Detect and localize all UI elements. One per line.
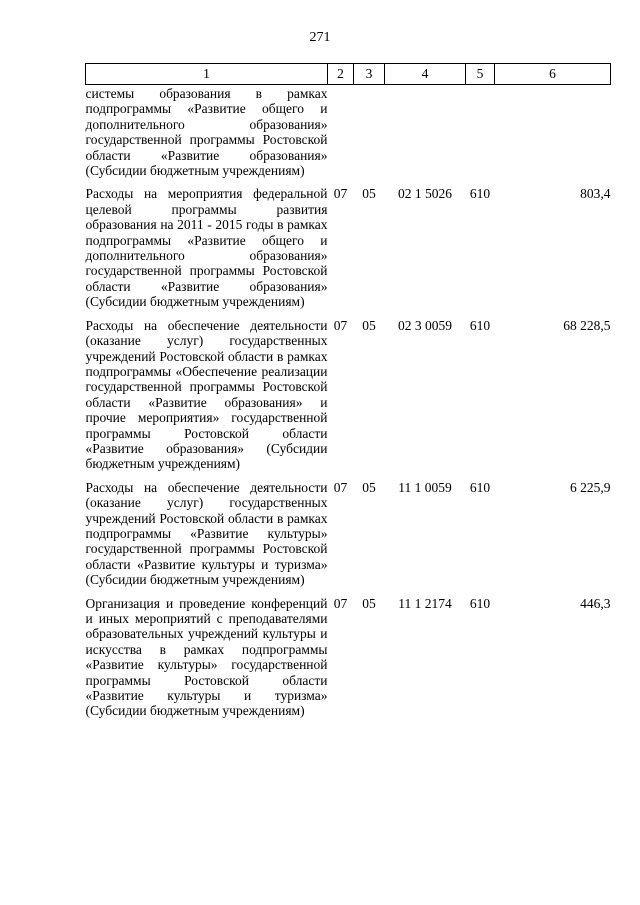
row-target-code: 02 3 0059 [398, 317, 452, 333]
row-section: 07 [333, 186, 348, 202]
row-description: Организация и проведение конференций и иных мероприятий с преподавателями образовательных учреждений культуры и искусства в рамках подпрограммы «Развитие культуры» государственной программы Ростовской области «Развитие культуры и туризма» (Субсидии бюджетным учреждениям) [85, 595, 328, 719]
table-row [86, 318, 611, 480]
row-amount: 68 228,5 [563, 317, 611, 333]
table-row [86, 186, 611, 317]
row-expense-type: 610 [469, 595, 491, 611]
row-description: Расходы на обеспечение деятельности (оказание услуг) государственных учреждений Ростовской области в рамках подпрограммы «Развитие культуры» государственной программы Ростовской области «Развитие культуры и туризма» (Субсидии бюджетным учреждениям) [85, 479, 328, 588]
row-subsection: 05 [362, 595, 376, 611]
table-header-row [86, 64, 611, 85]
row-target-code: 02 1 5026 [398, 186, 452, 202]
row-expense-type: 610 [469, 317, 491, 333]
header-col-2: 2 [328, 64, 354, 85]
page-number: 271 [309, 30, 331, 45]
row-target-code: 11 1 2174 [398, 595, 452, 611]
table-row [86, 85, 611, 187]
table-row [86, 480, 611, 596]
row-subsection: 05 [362, 186, 376, 202]
header-col-6: 6 [495, 64, 611, 85]
row-expense-type: 610 [469, 479, 491, 495]
row-amount: 446,3 [580, 595, 611, 611]
row-subsection: 05 [362, 317, 376, 333]
row-amount: 6 225,9 [570, 479, 611, 495]
header-col-4: 4 [385, 64, 466, 85]
row-description: системы образования в рамках подпрограммы «Развитие общего и дополнительного образования» государственной программы Ростовской области «Развитие образования» (Субсидии бюджетным учреждениям) [85, 86, 328, 179]
row-description: Расходы на мероприятия федеральной целевой программы развития образования на 2011 - 2015 годы в рамках подпрограммы «Развитие общего и дополнительного образования» государственной программы Ростовской области «Развитие образования» (Субсидии бюджетным учреждениям) [85, 186, 328, 310]
row-subsection: 05 [362, 479, 376, 495]
budget-table [85, 63, 611, 727]
header-col-3: 3 [354, 64, 385, 85]
row-section: 07 [333, 479, 348, 495]
row-target-code [385, 85, 466, 187]
row-amount: 803,4 [580, 186, 611, 202]
table-row [86, 596, 611, 727]
row-section: 07 [333, 317, 348, 333]
row-subsection [354, 85, 385, 187]
row-section [328, 85, 354, 187]
row-amount [495, 85, 611, 187]
row-description: Расходы на обеспечение деятельности (оказание услуг) государственных учреждений Ростовской области в рамках подпрограммы «Обеспечение реализации государственной программы Ростовской области «Развитие образования» и прочие мероприятия» государственной программы Ростовской области «Развитие образования» (Субсидии бюджетным учреждениям) [85, 317, 328, 472]
header-col-1: 1 [86, 64, 328, 85]
header-col-5: 5 [466, 64, 495, 85]
row-target-code: 11 1 0059 [398, 479, 452, 495]
row-expense-type: 610 [469, 186, 491, 202]
row-expense-type [466, 85, 495, 187]
row-section: 07 [333, 595, 348, 611]
